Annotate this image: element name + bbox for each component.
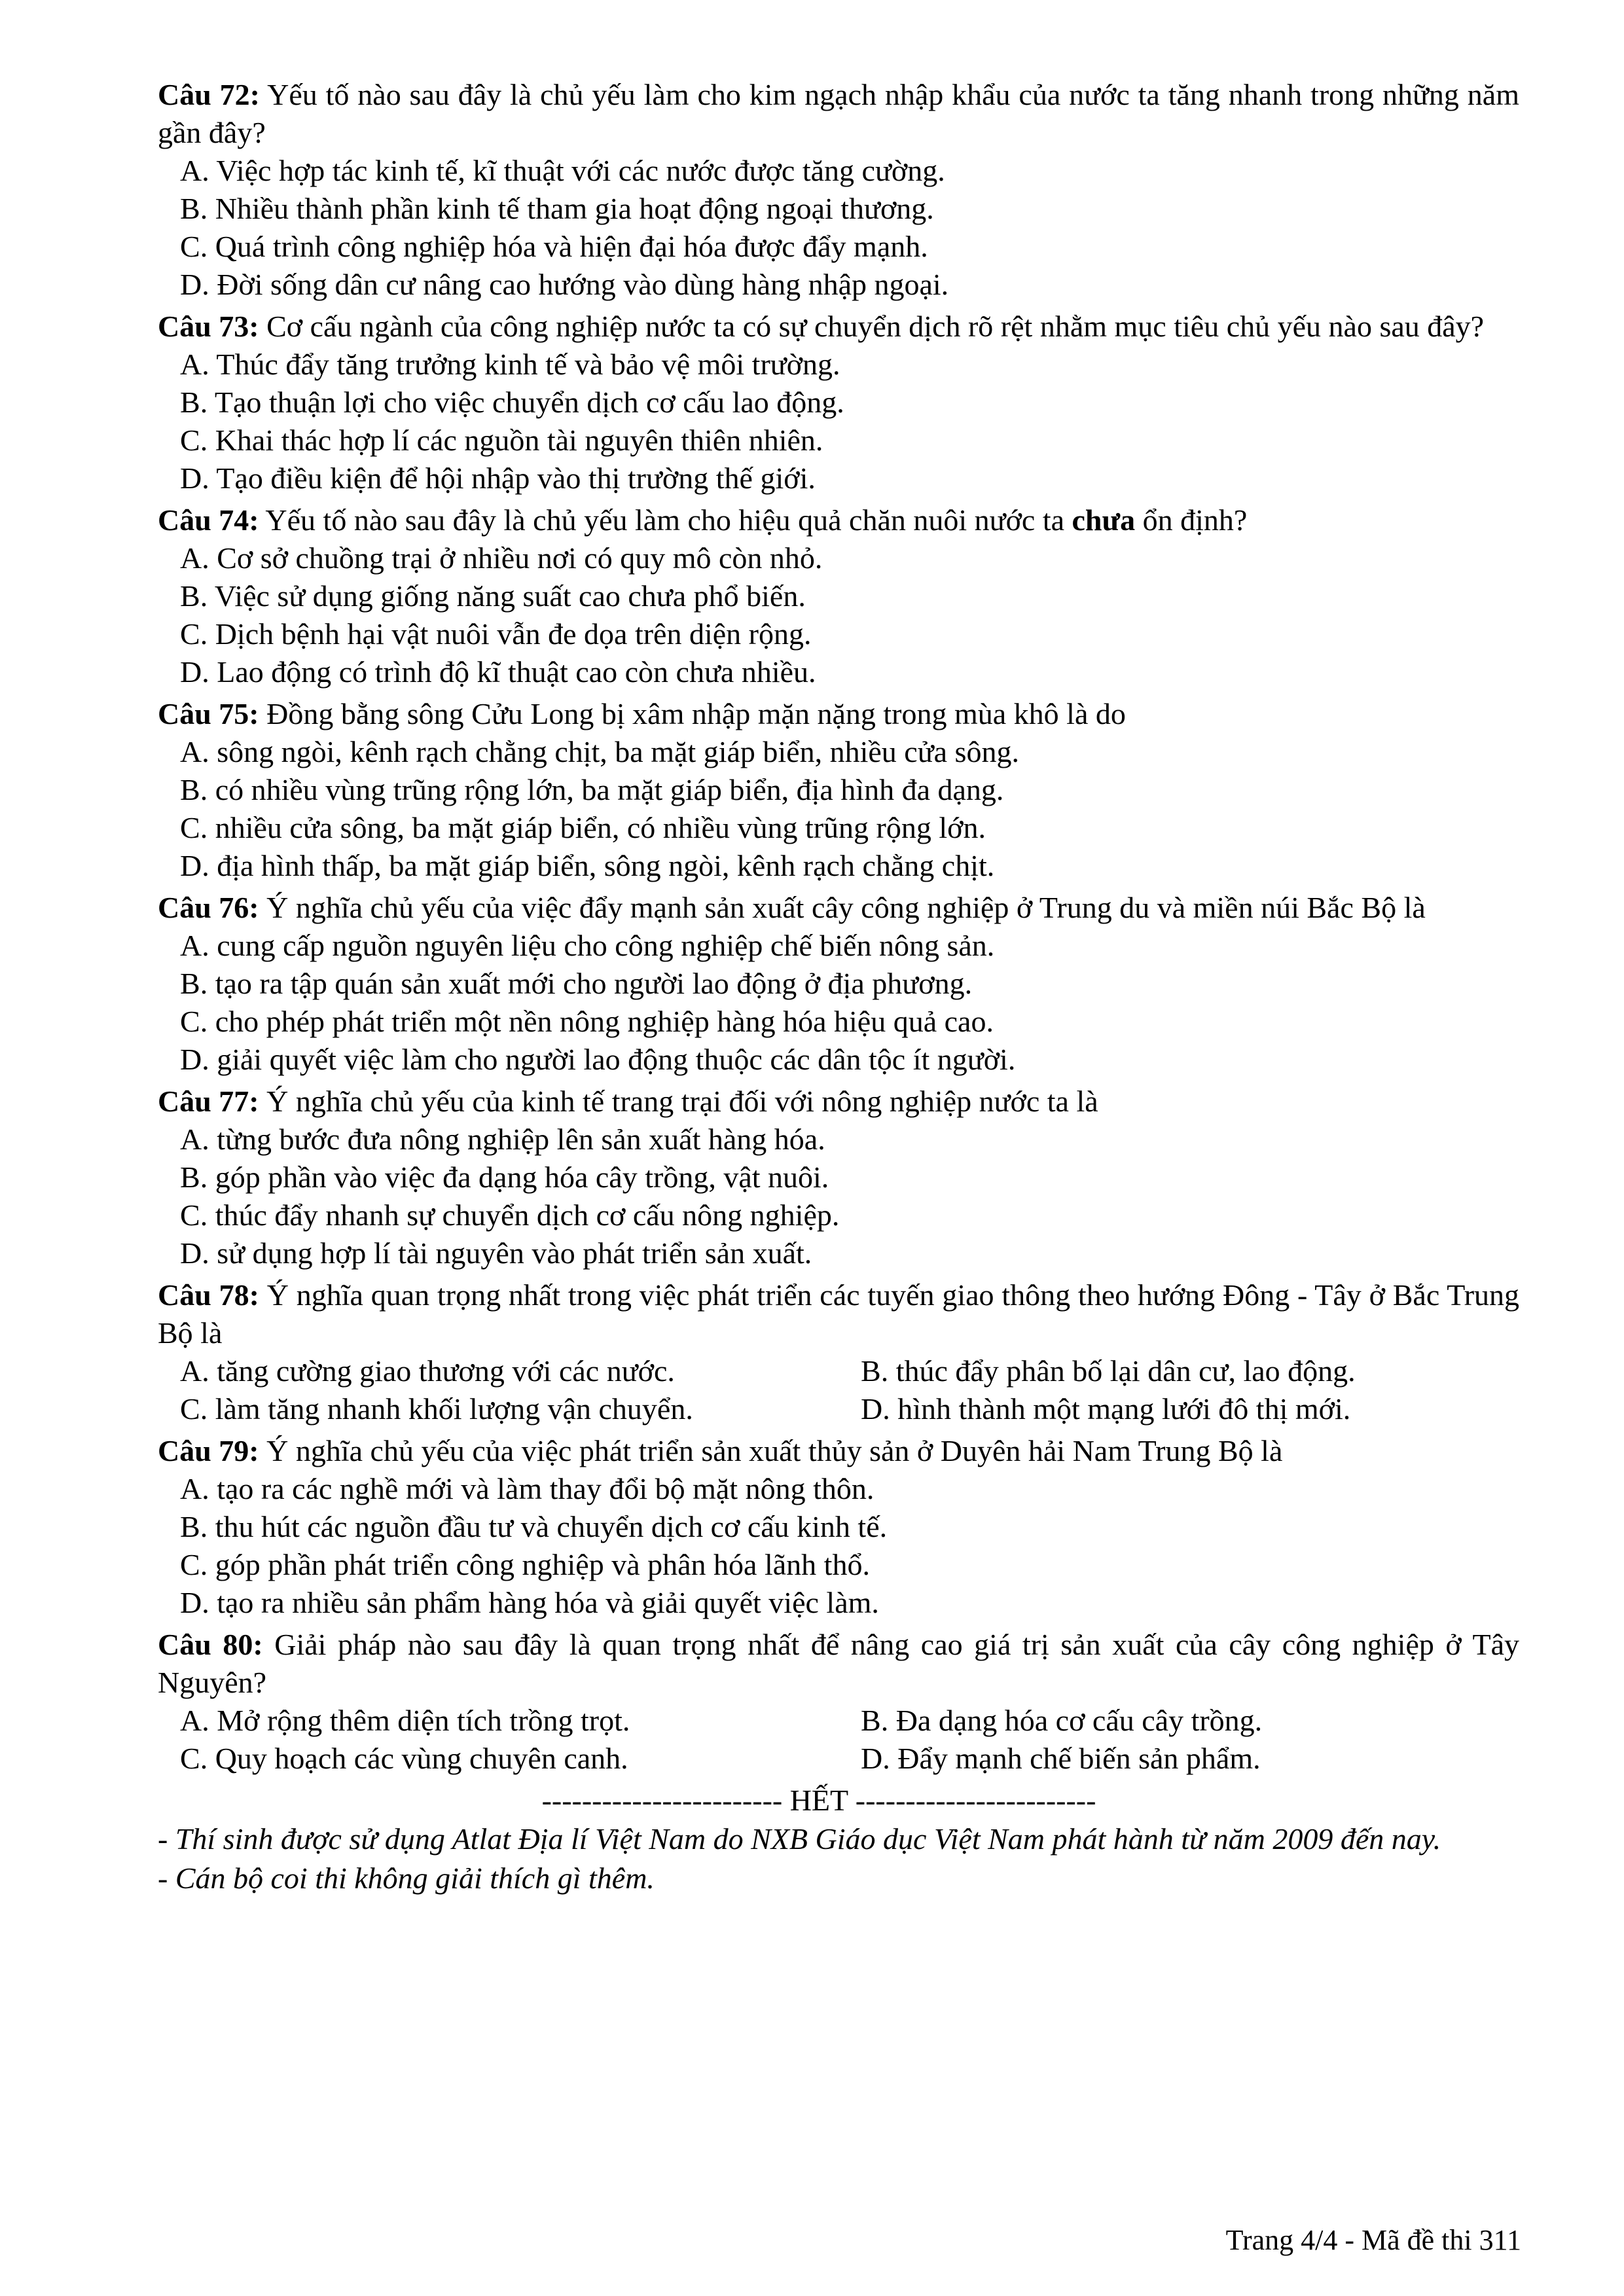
question-78 bbox=[158, 1276, 1519, 1428]
option-b: B. Việc sử dụng giống năng suất cao chưa phổ biến. bbox=[180, 579, 806, 613]
question-text: Đồng bằng sông Cửu Long bị xâm nhập mặn nặng trong mùa khô là do bbox=[259, 697, 1126, 730]
option-b: B. Đa dạng hóa cơ cấu cây trồng. bbox=[861, 1704, 1263, 1737]
option-c: C. Quy hoạch các vùng chuyên canh. bbox=[180, 1742, 628, 1775]
option-b: B. Nhiều thành phần kinh tế tham gia hoạt động ngoại thương. bbox=[180, 192, 934, 225]
option-row bbox=[158, 1352, 1519, 1390]
question-80 bbox=[158, 1626, 1519, 1778]
question-stem bbox=[158, 308, 1519, 346]
question-text: Ý nghĩa chủ yếu của việc phát triển sản xuất thủy sản ở Duyên hải Nam Trung Bộ là bbox=[259, 1434, 1283, 1467]
question-number: Câu 80: bbox=[158, 1628, 263, 1661]
question-number: Câu 77: bbox=[158, 1085, 259, 1118]
question-stem bbox=[158, 1626, 1519, 1702]
option-c: C. góp phần phát triển công nghiệp và phân hóa lãnh thổ. bbox=[180, 1548, 870, 1581]
option-d: D. Lao động có trình độ kĩ thuật cao còn chưa nhiều. bbox=[180, 655, 816, 689]
option-d: D. địa hình thấp, ba mặt giáp biển, sông ngòi, kênh rạch chằng chịt. bbox=[180, 849, 995, 882]
question-number: Câu 78: bbox=[158, 1278, 259, 1312]
option-c: C. nhiều cửa sông, ba mặt giáp biển, có nhiều vùng trũng rộng lớn. bbox=[180, 811, 986, 844]
question-79 bbox=[158, 1432, 1519, 1622]
option-a: A. cung cấp nguồn nguyên liệu cho công nghiệp chế biến nông sản. bbox=[180, 929, 995, 962]
option-d: D. Đời sống dân cư nâng cao hướng vào dùng hàng nhập ngoại. bbox=[180, 268, 949, 301]
question-73 bbox=[158, 308, 1519, 497]
option-c: C. làm tăng nhanh khối lượng vận chuyển. bbox=[180, 1392, 693, 1426]
option-a: A. tăng cường giao thương với các nước. bbox=[180, 1354, 675, 1388]
end-marker: ------------------------ HẾT ------------------------ bbox=[541, 1784, 1096, 1817]
option-c: C. cho phép phát triển một nền nông nghiệp hàng hóa hiệu quả cao. bbox=[180, 1005, 994, 1038]
option-a: A. Mở rộng thêm diện tích trồng trọt. bbox=[180, 1704, 630, 1737]
question-number: Câu 72: bbox=[158, 78, 260, 111]
question-number: Câu 75: bbox=[158, 697, 259, 730]
option-d: D. tạo ra nhiều sản phẩm hàng hóa và giải quyết việc làm. bbox=[180, 1586, 879, 1619]
option-row bbox=[158, 1390, 1519, 1428]
question-75 bbox=[158, 695, 1519, 885]
option-row bbox=[158, 1702, 1519, 1740]
option-d: D. sử dụng hợp lí tài nguyên vào phát triển sản xuất. bbox=[180, 1236, 812, 1270]
option-a: A. từng bước đưa nông nghiệp lên sản xuất hàng hóa. bbox=[180, 1122, 825, 1156]
option-c: C. Khai thác hợp lí các nguồn tài nguyên thiên nhiên. bbox=[180, 423, 823, 457]
option-a: A. Cơ sở chuồng trại ở nhiều nơi có quy mô còn nhỏ. bbox=[180, 541, 823, 575]
option-b: B. góp phần vào việc đa dạng hóa cây trồng, vật nuôi. bbox=[180, 1160, 829, 1194]
option-a: A. Thúc đẩy tăng trưởng kinh tế và bảo vệ môi trường. bbox=[180, 348, 840, 381]
question-number: Câu 74: bbox=[158, 503, 259, 537]
question-number: Câu 76: bbox=[158, 891, 259, 924]
option-b: B. thúc đẩy phân bố lại dân cư, lao động. bbox=[861, 1354, 1356, 1388]
option-b: B. thu hút các nguồn đầu tư và chuyển dịch cơ cấu kinh tế. bbox=[180, 1510, 888, 1543]
question-number: Câu 73: bbox=[158, 310, 259, 343]
option-c: C. thúc đẩy nhanh sự chuyển dịch cơ cấu nông nghiệp. bbox=[180, 1198, 840, 1232]
option-d: D. giải quyết việc làm cho người lao động thuộc các dân tộc ít người. bbox=[180, 1043, 1016, 1076]
question-text: Giải pháp nào sau đây là quan trọng nhất để nâng cao giá trị sản xuất của cây công nghiệp ở Tây Nguyên? bbox=[158, 1628, 1519, 1699]
question-text: Ý nghĩa quan trọng nhất trong việc phát triển các tuyến giao thông theo hướng Đông - Tây ở Bắc Trung Bộ là bbox=[158, 1278, 1520, 1350]
note-atlas: - Thí sinh được sử dụng Atlat Địa lí Việt Nam do NXB Giáo dục Việt Nam phát hành từ năm 2009 đến nay. bbox=[158, 1822, 1441, 1856]
question-stem bbox=[158, 1432, 1519, 1470]
question-76 bbox=[158, 889, 1519, 1079]
option-d: D. Đẩy mạnh chế biến sản phẩm. bbox=[861, 1742, 1261, 1775]
question-stem: Câu 74: Yếu tố nào sau đây là chủ yếu làm cho hiệu quả chăn nuôi nước ta chưa ổn định? bbox=[158, 503, 1248, 537]
question-74 bbox=[158, 501, 1519, 691]
option-d: D. Tạo điều kiện để hội nhập vào thị trường thế giới. bbox=[180, 461, 816, 495]
question-stem bbox=[158, 695, 1519, 733]
option-d: D. hình thành một mạng lưới đô thị mới. bbox=[861, 1392, 1351, 1426]
option-c: C. Quá trình công nghiệp hóa và hiện đại hóa được đẩy mạnh. bbox=[180, 230, 928, 263]
emphasis-word: chưa bbox=[1072, 503, 1136, 537]
option-c: C. Dịch bệnh hại vật nuôi vẫn đe dọa trên diện rộng. bbox=[180, 617, 812, 651]
question-stem bbox=[158, 1083, 1519, 1121]
option-a: A. tạo ra các nghề mới và làm thay đổi bộ mặt nông thôn. bbox=[180, 1472, 875, 1505]
question-text: Ý nghĩa chủ yếu của việc đẩy mạnh sản xuất cây công nghiệp ở Trung du và miền núi Bắc Bộ là bbox=[259, 891, 1426, 924]
question-text: Ý nghĩa chủ yếu của kinh tế trang trại đối với nông nghiệp nước ta là bbox=[259, 1085, 1098, 1118]
question-stem bbox=[158, 76, 1519, 152]
question-77 bbox=[158, 1083, 1519, 1272]
option-b: B. Tạo thuận lợi cho việc chuyển dịch cơ cấu lao động. bbox=[180, 386, 844, 419]
page-footer: Trang 4/4 - Mã đề thi 311 bbox=[1225, 2224, 1521, 2256]
question-text: Cơ cấu ngành của công nghiệp nước ta có sự chuyển dịch rõ rệt nhằm mục tiêu chủ yếu nào sau đây? bbox=[259, 310, 1485, 343]
question-stem bbox=[158, 889, 1519, 927]
question-text: Yếu tố nào sau đây là chủ yếu làm cho kim ngạch nhập khẩu của nước ta tăng nhanh trong những năm gần đây? bbox=[158, 78, 1519, 149]
option-a: A. sông ngòi, kênh rạch chằng chịt, ba mặt giáp biển, nhiều cửa sông. bbox=[180, 735, 1019, 768]
option-b: B. có nhiều vùng trũng rộng lớn, ba mặt giáp biển, địa hình đa dạng. bbox=[180, 773, 1004, 806]
option-a: A. Việc hợp tác kinh tế, kĩ thuật với các nước được tăng cường. bbox=[180, 154, 945, 187]
question-72 bbox=[158, 76, 1519, 304]
question-number: Câu 79: bbox=[158, 1434, 259, 1467]
option-b: B. tạo ra tập quán sản xuất mới cho người lao động ở địa phương. bbox=[180, 967, 973, 1000]
option-row bbox=[158, 1740, 1519, 1778]
question-stem bbox=[158, 1276, 1519, 1352]
note-proctor: - Cán bộ coi thi không giải thích gì thêm. bbox=[158, 1861, 655, 1895]
exam-content bbox=[158, 76, 1519, 1898]
